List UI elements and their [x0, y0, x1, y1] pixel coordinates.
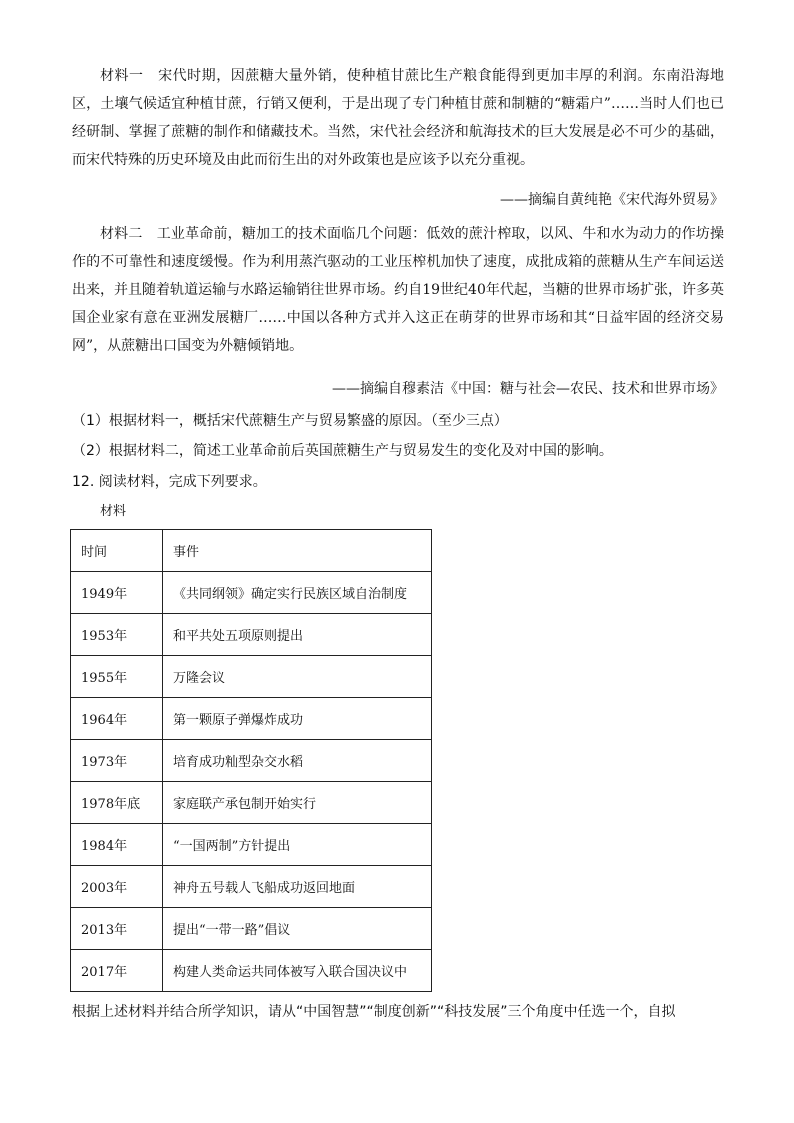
table-row — [71, 614, 432, 656]
header-event: 事件 — [163, 530, 432, 572]
table-header-row — [71, 530, 432, 572]
row-time: 1978年底 — [71, 782, 163, 824]
table-row — [71, 572, 432, 614]
row-event: 提出“一带一路”倡议 — [163, 908, 432, 950]
table-row — [71, 740, 432, 782]
events-table — [70, 529, 432, 992]
row-time: 1953年 — [71, 614, 163, 656]
row-event: 构建人类命运共同体被写入联合国决议中 — [163, 950, 432, 992]
row-event: 和平共处五项原则提出 — [163, 614, 432, 656]
question-12-heading: 12. 阅读材料，完成下列要求。 — [72, 474, 267, 490]
row-event: 培育成功籼型杂交水稻 — [163, 740, 432, 782]
material-one-source: ——摘编自黄纯艳《宋代海外贸易》 — [500, 192, 724, 208]
table-row — [71, 698, 432, 740]
question-12-instruction: 根据上述材料并结合所学知识，请从“中国智慧”“制度创新”“科技发展”三个角度中任选一个，自拟 — [72, 1004, 676, 1020]
row-time: 2013年 — [71, 908, 163, 950]
question-1: （1）根据材料一，概括宋代蔗糖生产与贸易繁盛的原因。（至少三点） — [72, 413, 508, 429]
row-time: 1955年 — [71, 656, 163, 698]
table-row — [71, 866, 432, 908]
row-event: 万隆会议 — [163, 656, 432, 698]
table-row — [71, 950, 432, 992]
row-event: 《共同纲领》确定实行民族区域自治制度 — [163, 572, 432, 614]
row-event: 第一颗原子弹爆炸成功 — [163, 698, 432, 740]
row-time: 1973年 — [71, 740, 163, 782]
material-two-paragraph: 材料二 工业革命前，糖加工的技术面临几个问题：低效的蔗汁榨取，以风、牛和水为动力的作坊操作的不可靠性和速度缓慢。作为利用蒸汽驱动的工业压榨机加快了速度，成批成箱的蔗糖从生产车间运送出来，并且随着轨道运输与水路运输销往世界市场。约自19世纪40年代起，当糖的世界市场扩张，许多英国企业家有意在亚洲发展糖厂……中国以各种方式并入这正在萌芽的世界市场和其“日益牢固的经济交易网”，从蔗糖出口国变为外糖倾销地。 — [72, 226, 724, 354]
row-time: 1984年 — [71, 824, 163, 866]
question-2: （2）根据材料二，简述工业革命前后英国蔗糖生产与贸易发生的变化及对中国的影响。 — [72, 443, 613, 459]
row-time: 2017年 — [71, 950, 163, 992]
table-row — [71, 656, 432, 698]
table-row — [71, 824, 432, 866]
header-time: 时间 — [71, 530, 163, 572]
row-event: “一国两制”方针提出 — [163, 824, 432, 866]
table-row — [71, 782, 432, 824]
material-two-source: ——摘编自穆素洁《中国：糖与社会—农民、技术和世界市场》 — [332, 381, 724, 397]
row-event: 家庭联产承包制开始实行 — [163, 782, 432, 824]
row-time: 1964年 — [71, 698, 163, 740]
row-time: 1949年 — [71, 572, 163, 614]
material-label: 材料 — [100, 504, 127, 519]
row-time: 2003年 — [71, 866, 163, 908]
table-row — [71, 908, 432, 950]
row-event: 神舟五号载人飞船成功返回地面 — [163, 866, 432, 908]
material-one-paragraph: 材料一 宋代时期，因蔗糖大量外销，使种植甘蔗比生产粮食能得到更加丰厚的利润。东南沿海地区，土壤气候适宜种植甘蔗，行销又便利，于是出现了专门种植甘蔗和制糖的“糖霜户”……当时人们也已经研制、掌握了蔗糖的制作和储藏技术。当然，宋代社会经济和航海技术的巨大发展是必不可少的基础，而宋代特殊的历史环境及由此而衍生出的对外政策也是应该予以充分重视。 — [72, 68, 724, 168]
